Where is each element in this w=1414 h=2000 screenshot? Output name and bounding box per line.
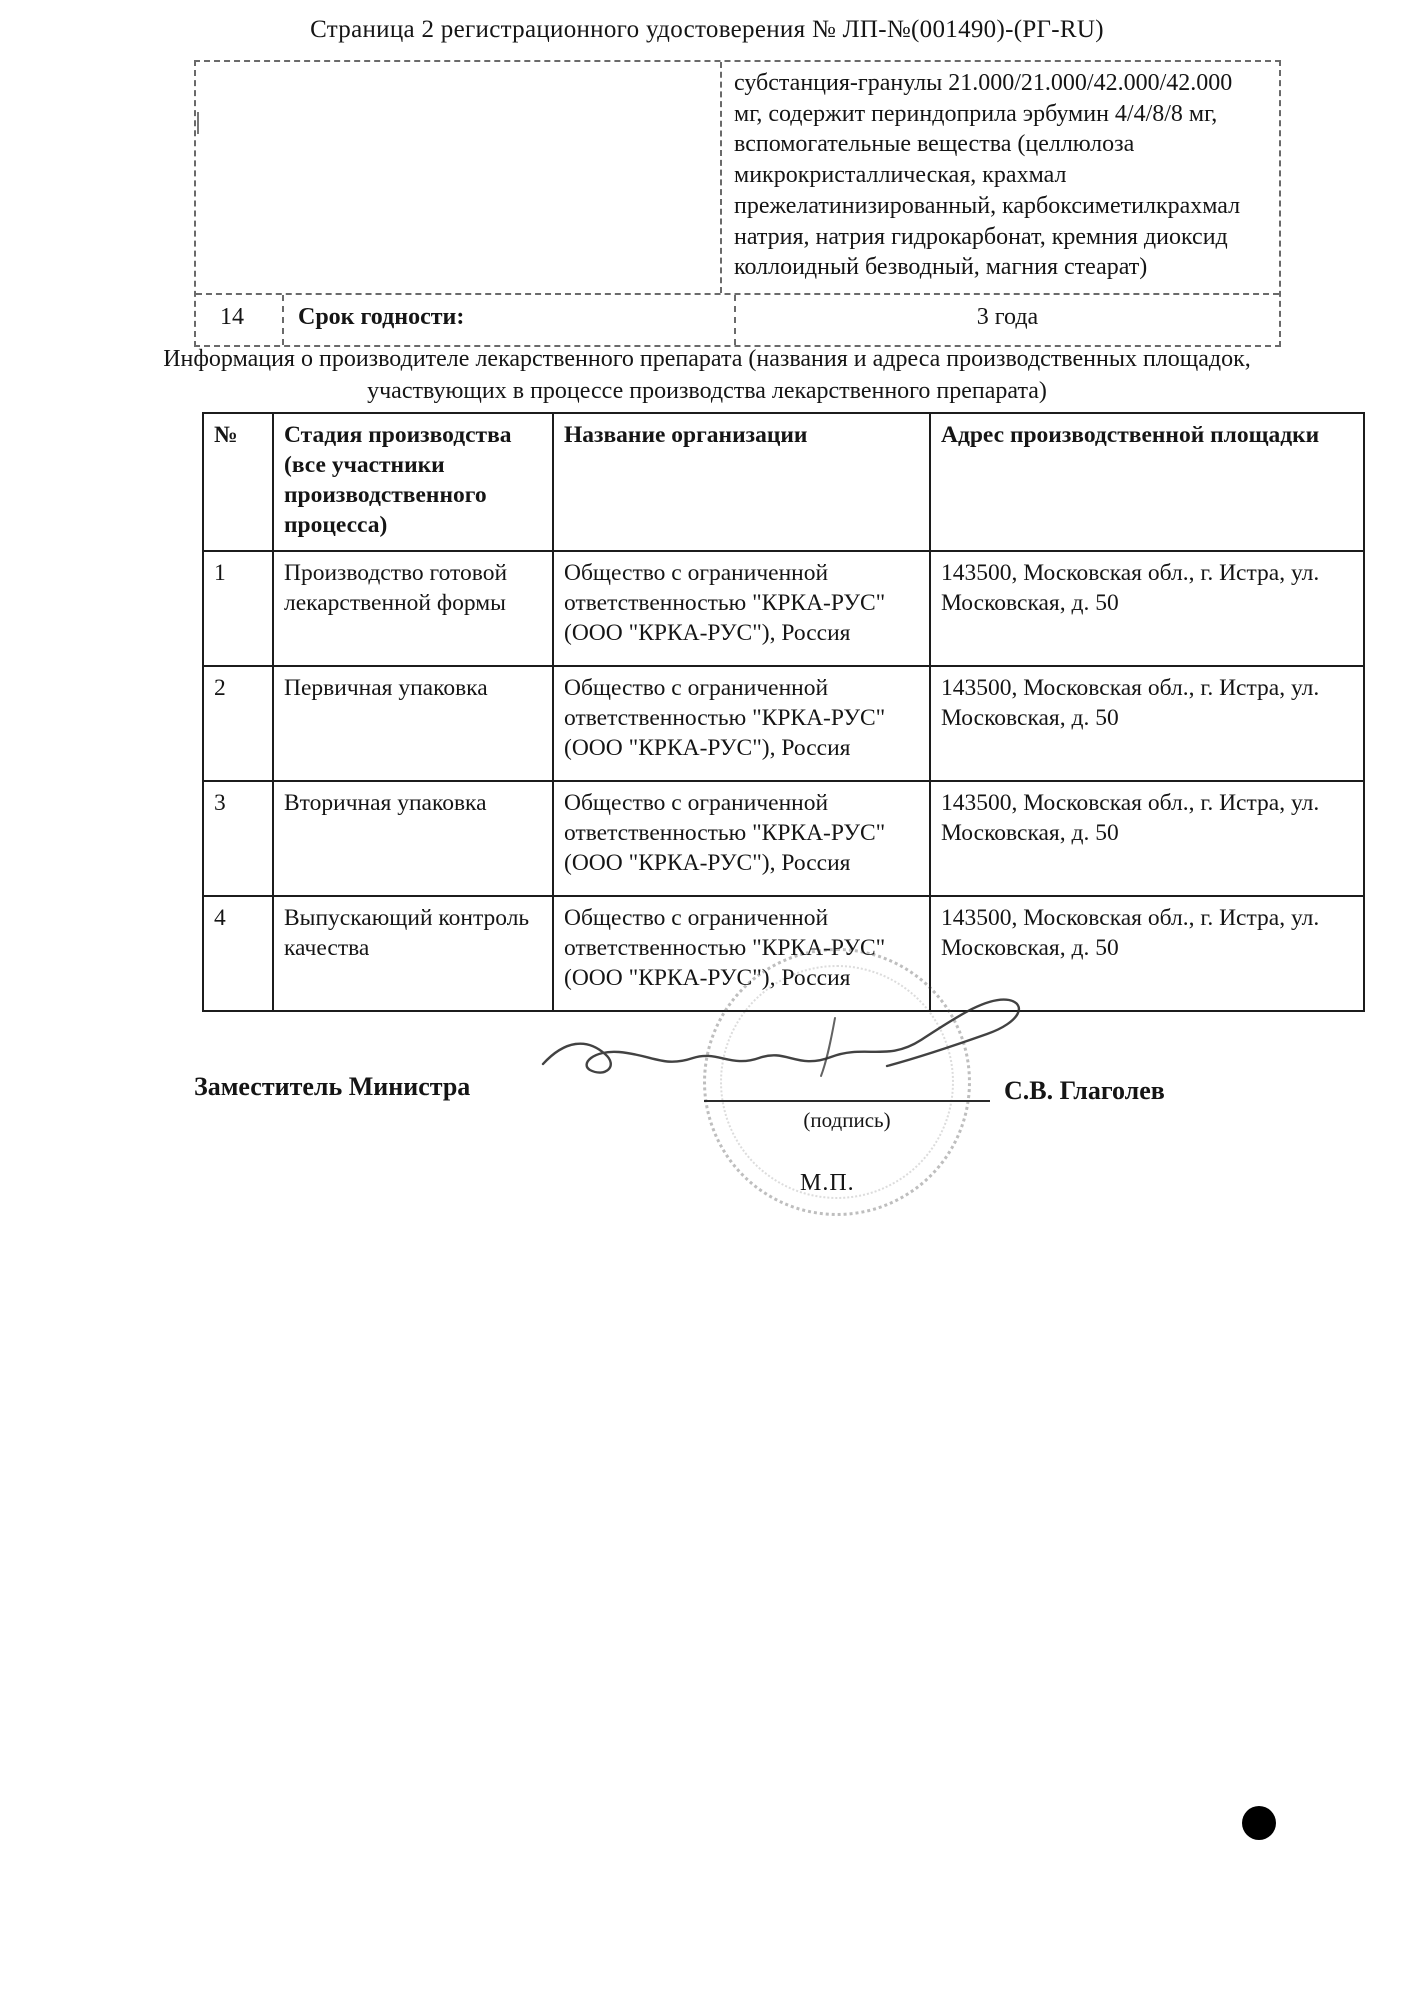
shelf-life-row xyxy=(196,295,1279,345)
signature-caption: (подпись) xyxy=(803,1108,891,1132)
signer-title: Заместитель Министра xyxy=(194,1072,471,1101)
cell-organization: Общество с ограниченной ответственностью "КРКА-РУС" (ООО "КРКА-РУС"), Россия xyxy=(553,551,930,666)
cell-organization: Общество с ограниченной ответственностью "КРКА-РУС" (ООО "КРКА-РУС"), Россия xyxy=(553,896,930,1011)
composition-text: субстанция-гранулы 21.000/21.000/42.000/42.000 мг, содержит периндоприла эрбумин 4/4/8/8 мг, вспомогательные вещества (целлюлоза микрокристаллическая, крахмал прежелатинизированный, карбоксиметилкрахмал натрия, натрия гидрокарбонат, кремния диоксид коллоидный безводный, магния стеарат) xyxy=(734,70,1241,281)
continuation-table xyxy=(194,60,1281,347)
cell-stage: Выпускающий контроль качества xyxy=(273,896,553,1011)
cell-number: 4 xyxy=(203,896,273,1011)
cell-number: 3 xyxy=(203,781,273,896)
cell-address: 143500, Московская обл., г. Истра, ул. Московская, д. 50 xyxy=(930,896,1364,1011)
manufacturer-table-head xyxy=(203,413,1364,551)
cell-address: 143500, Московская обл., г. Истра, ул. Московская, д. 50 xyxy=(930,551,1364,666)
cell-stage: Первичная упаковка xyxy=(273,666,553,781)
cell-number: 1 xyxy=(203,551,273,666)
col-header-stage: Стадия производства (все участники производственного процесса) xyxy=(273,413,553,551)
seal-place-label: М.П. xyxy=(800,1170,855,1196)
table-row xyxy=(203,781,1364,896)
cell-address: 143500, Московская обл., г. Истра, ул. Московская, д. 50 xyxy=(930,781,1364,896)
header-row xyxy=(203,413,1364,551)
table-row xyxy=(203,666,1364,781)
cell-stage: Производство готовой лекарственной формы xyxy=(273,551,553,666)
shelf-life-label: Срок годности: xyxy=(284,295,736,345)
manufacturer-intro: Информация о производителе лекарственного препарата (названия и адреса производственных площадок, участвующих в процессе производства лекарственного препарата) xyxy=(163,346,1251,404)
cell-address: 143500, Московская обл., г. Истра, ул. Московская, д. 50 xyxy=(930,666,1364,781)
composition-row xyxy=(196,62,1279,295)
col-header-organization: Название организации xyxy=(553,413,930,551)
shelf-life-value: 3 года xyxy=(976,304,1039,331)
table-row xyxy=(203,551,1364,666)
cell-number: 2 xyxy=(203,666,273,781)
punch-hole-dot xyxy=(1242,1806,1276,1840)
col-header-number: № xyxy=(203,413,273,551)
manufacturer-table-body xyxy=(203,551,1364,1011)
cell-organization: Общество с ограниченной ответственностью "КРКА-РУС" (ООО "КРКА-РУС"), Россия xyxy=(553,666,930,781)
cell-organization: Общество с ограниченной ответственностью "КРКА-РУС" (ООО "КРКА-РУС"), Россия xyxy=(553,781,930,896)
cell-stage: Вторичная упаковка xyxy=(273,781,553,896)
manufacturer-table xyxy=(202,412,1365,1012)
signature-line xyxy=(704,1100,990,1102)
composition-empty-cell xyxy=(196,62,722,293)
handwritten-signature xyxy=(535,978,1045,1098)
col-header-address: Адрес производственной площадки xyxy=(930,413,1364,551)
shelf-life-number: 14 xyxy=(196,295,284,345)
page-header: Страница 2 регистрационного удостоверения № ЛП-№(001490)-(РГ-RU) xyxy=(310,16,1104,43)
signer-name: С.В. Глаголев xyxy=(1004,1076,1165,1105)
